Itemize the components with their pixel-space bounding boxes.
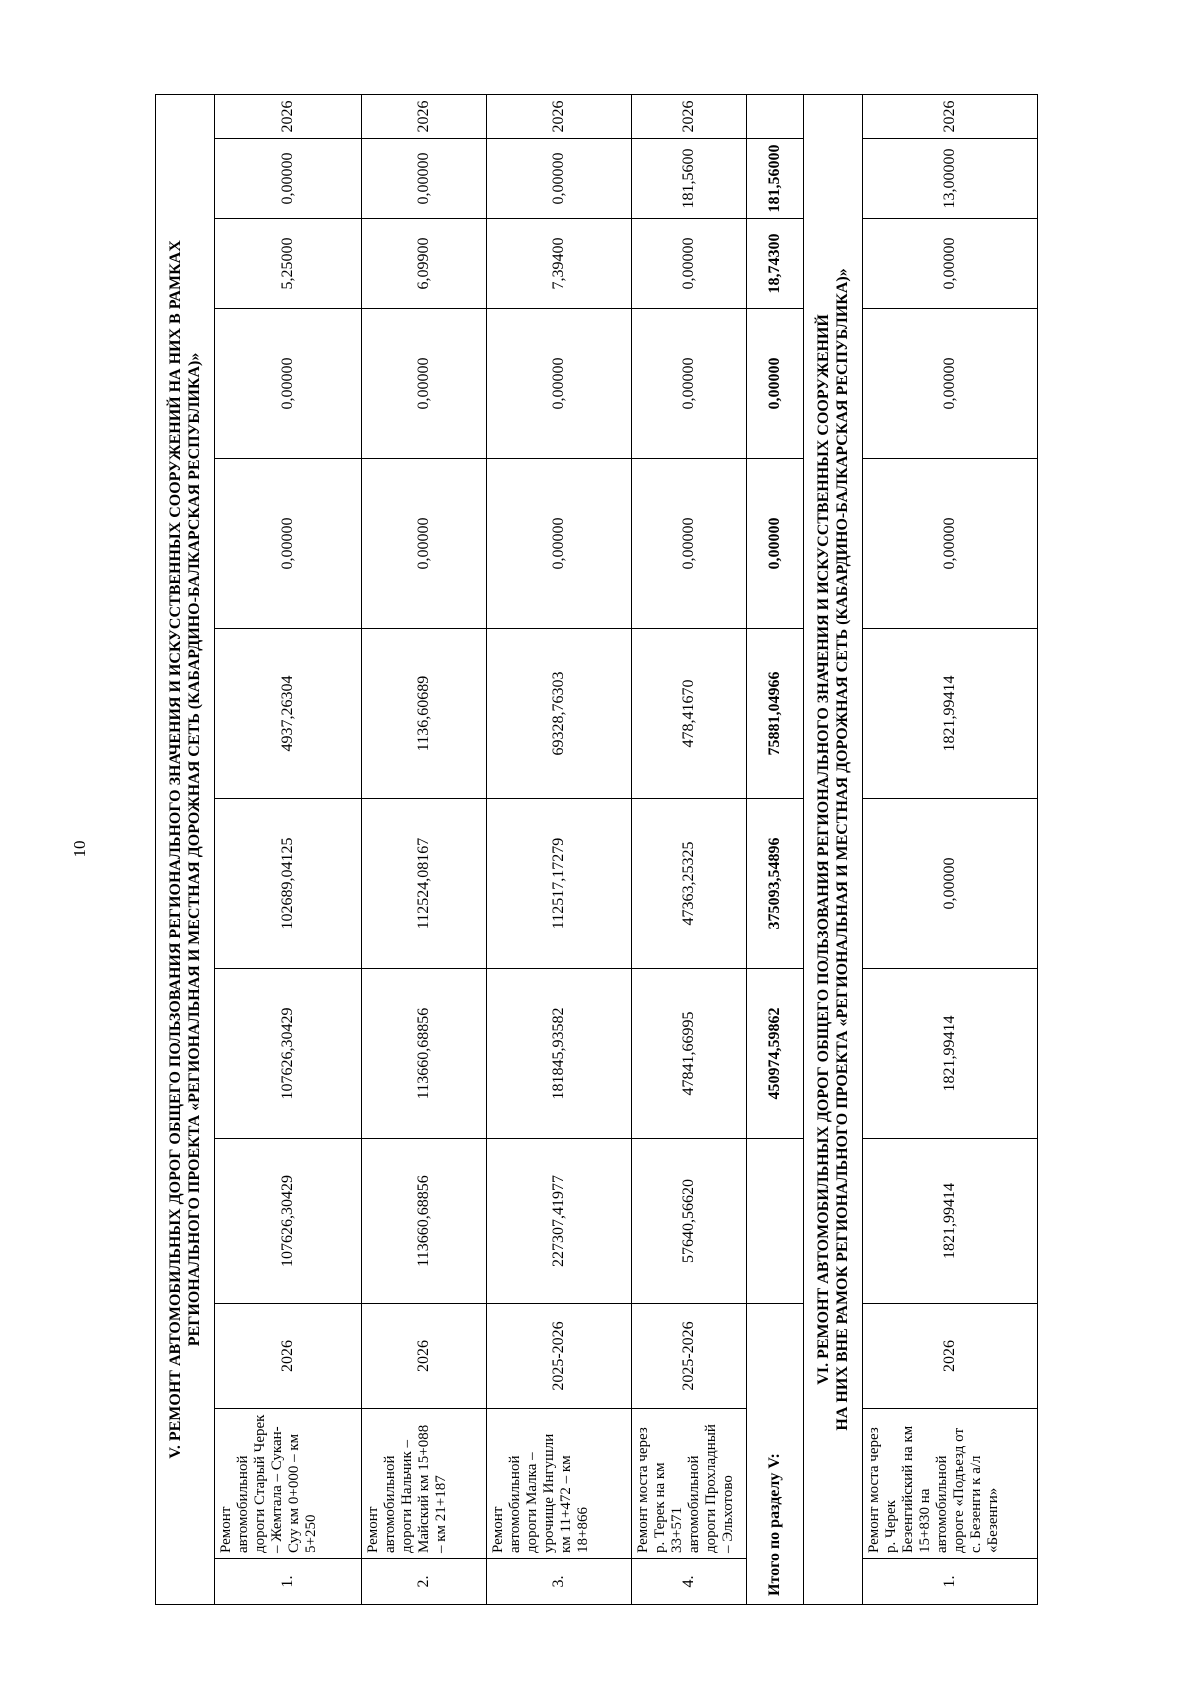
value-local: 0,00000 (215, 459, 362, 629)
object-name: Ремонт автомобильной дороги Малка – урочище Ингушли км 11+472 – км 18+866 (487, 1409, 632, 1559)
row-number: 1. (863, 1559, 1038, 1605)
value-local: 0,00000 (863, 459, 1038, 629)
value-federal: 102689,04125 (215, 799, 362, 969)
value-km: 6,09900 (362, 219, 487, 309)
value-regional: 478,41670 (632, 629, 747, 799)
total-value-km: 18,74300 (747, 219, 804, 309)
value-amount: 107626,30429 (215, 969, 362, 1139)
value-total-cost: 57640,56620 (632, 1139, 747, 1304)
value-total-cost: 113660,68856 (362, 1139, 487, 1304)
value-regional: 1136,60689 (362, 629, 487, 799)
section-5-title-line2: РЕГИОНАЛЬНОГО ПРОЕКТА «РЕГИОНАЛЬНАЯ И МЕСТНАЯ ДОРОЖНАЯ СЕТЬ (КАБАРДИНО-БАЛКАРСКАЯ РЕСПУБЛИКА)» (186, 352, 203, 1347)
table-row (215, 94, 362, 1604)
value-km: 0,00000 (863, 219, 1038, 309)
row-number: 1. (215, 1559, 362, 1605)
value-total-cost: 1821,99414 (863, 1139, 1038, 1304)
section-5-title-line1: V. РЕМОНТ АВТОМОБИЛЬНЫХ ДОРОГ ОБЩЕГО ПОЛЬЗОВАНИЯ РЕГИОНАЛЬНОГО ЗНАЧЕНИЯ И ИСКУССТВЕННЫХ СООРУЖЕНИЙ НА НИХ В РАМКАХ (167, 240, 184, 1459)
object-name: Ремонт моста через р. Терек на км 33+571 автомобильной дороги Прохладный – Эльхотово (632, 1409, 747, 1559)
row-number: 4. (632, 1559, 747, 1605)
value-amount: 113660,68856 (362, 969, 487, 1139)
value-other: 0,00000 (487, 309, 632, 459)
section-6-header-row (804, 94, 863, 1604)
object-name: Ремонт автомобильной дороги Нальчик – Майский км 15+088 – км 21+187 (362, 1409, 487, 1559)
year: 2026 (632, 94, 747, 138)
value-km: 5,25000 (215, 219, 362, 309)
total-value-regional: 75881,04966 (747, 629, 804, 799)
table-row (487, 94, 632, 1604)
value-federal: 47363,25325 (632, 799, 747, 969)
value-federal: 112517,17279 (487, 799, 632, 969)
value-total-cost: 227307,41977 (487, 1139, 632, 1304)
row-number: 2. (362, 1559, 487, 1605)
year: 2026 (362, 94, 487, 138)
value-amount: 1821,99414 (863, 969, 1038, 1139)
period: 2025-2026 (632, 1304, 747, 1409)
value-local: 0,00000 (362, 459, 487, 629)
value-other: 0,00000 (215, 309, 362, 459)
total-value-other: 0,00000 (747, 309, 804, 459)
value-regional: 4937,26304 (215, 629, 362, 799)
total-year (747, 94, 804, 138)
section-6-title (804, 94, 863, 1604)
value-regional: 1821,99414 (863, 629, 1038, 799)
value-km: 0,00000 (632, 219, 747, 309)
value-amount: 181845,93582 (487, 969, 632, 1139)
table-row (863, 94, 1038, 1604)
value-regional: 69328,76303 (487, 629, 632, 799)
section-5-title (156, 94, 215, 1604)
value-km: 7,39400 (487, 219, 632, 309)
year: 2026 (863, 94, 1038, 138)
total-value-m: 181,56000 (747, 139, 804, 219)
period: 2025-2026 (487, 1304, 632, 1409)
value-amount: 47841,66995 (632, 969, 747, 1139)
value-local: 0,00000 (632, 459, 747, 629)
object-name: Ремонт автомобильной дороги Старый Черек – Жемтала – Сукан-Суу км 0+000 – км 5+250 (215, 1409, 362, 1559)
value-other: 0,00000 (362, 309, 487, 459)
total-value-total-cost (747, 1139, 804, 1304)
value-m: 0,00000 (215, 139, 362, 219)
period: 2026 (863, 1304, 1038, 1409)
year: 2026 (487, 94, 632, 138)
total-value-local: 0,00000 (747, 459, 804, 629)
row-number: 3. (487, 1559, 632, 1605)
object-name: Ремонт моста через р. Черек Безенгийский на км 15+830 на автомобильной дороге «Подъезд от с. Безенги к а/л «Безенги» (863, 1409, 1038, 1559)
page-number: 10 (70, 840, 89, 858)
value-m: 0,00000 (487, 139, 632, 219)
value-other: 0,00000 (863, 309, 1038, 459)
year: 2026 (215, 94, 362, 138)
total-value-amount: 450974,59862 (747, 969, 804, 1139)
table-row (632, 94, 747, 1604)
total-label: Итого по разделу V: (747, 1304, 804, 1605)
value-m: 0,00000 (362, 139, 487, 219)
section-5-header-row (156, 94, 215, 1604)
section-5-total-row (747, 94, 804, 1604)
section-6-title-line2: НА НИХ ВНЕ РАМОК РЕГИОНАЛЬНОГО ПРОЕКТА «РЕГИОНАЛЬНАЯ И МЕСТНАЯ ДОРОЖНАЯ СЕТЬ (КАБАРДИНО-БАЛКАРСКАЯ РЕСПУБЛИКА)» (834, 268, 851, 1431)
repair-table (155, 94, 1038, 1605)
value-local: 0,00000 (487, 459, 632, 629)
value-m: 181,5600 (632, 139, 747, 219)
value-federal: 0,00000 (863, 799, 1038, 969)
total-value-federal: 375093,54896 (747, 799, 804, 969)
table-row (362, 94, 487, 1604)
value-other: 0,00000 (632, 309, 747, 459)
period: 2026 (215, 1304, 362, 1409)
value-federal: 112524,08167 (362, 799, 487, 969)
section-6-title-line1: VI. РЕМОНТ АВТОМОБИЛЬНЫХ ДОРОГ ОБЩЕГО ПОЛЬЗОВАНИЯ РЕГИОНАЛЬНОГО ЗНАЧЕНИЯ И ИСКУССТВЕННЫХ СООРУЖЕНИЙ (815, 314, 832, 1385)
period: 2026 (362, 1304, 487, 1409)
rotated-page-content (155, 95, 1045, 1605)
value-m: 13,00000 (863, 139, 1038, 219)
value-total-cost: 107626,30429 (215, 1139, 362, 1304)
